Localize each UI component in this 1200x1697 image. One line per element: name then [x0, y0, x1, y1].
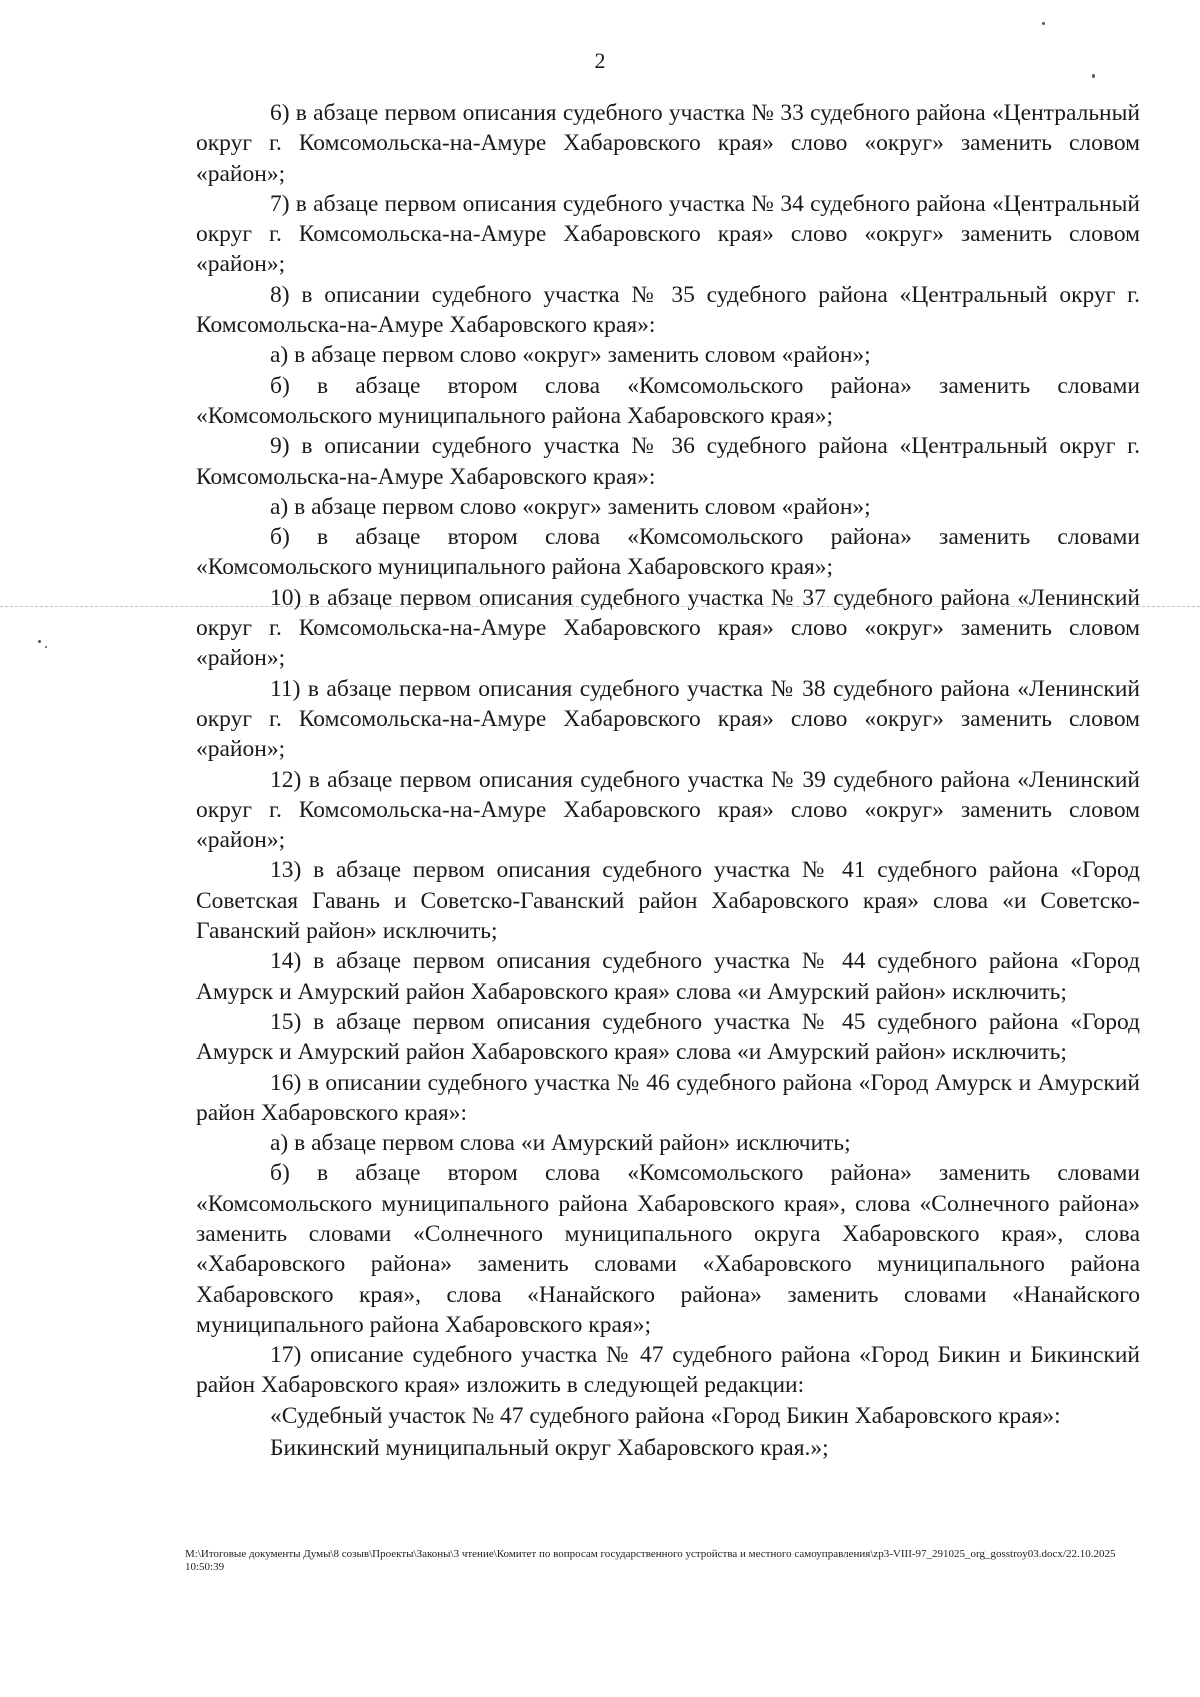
- paragraph: 14) в абзаце первом описания судебного участка № 44 судебного района «Город Амурск и Амурский район Хабаровского края» слова «и Амурский район» исключить;: [196, 948, 1140, 1005]
- paragraph: б) в абзаце втором слова «Комсомольского района» заменить словами «Комсомольского муниципального района Хабаровского края»;: [196, 524, 1140, 581]
- paragraph: 7) в абзаце первом описания судебного участка № 34 судебного района «Центральный округ г. Комсомольска-на-Амуре Хабаровского края» слово «округ» заменить словом «район»;: [196, 190, 1140, 278]
- document-body: [196, 98, 1140, 1463]
- paragraph: «Судебный участок № 47 судебного района «Город Бикин Хабаровского края»:: [270, 1402, 1061, 1429]
- paragraph: а) в абзаце первом слово «округ» заменить словом «район»;: [270, 342, 871, 369]
- paragraph: а) в абзаце первом слово «округ» заменить словом «район»;: [270, 493, 871, 520]
- paragraph: 15) в абзаце первом описания судебного участка № 45 судебного района «Город Амурск и Амурский район Хабаровского края» слова «и Амурский район» исключить;: [196, 1008, 1140, 1066]
- paragraph: а) в абзаце первом слова «и Амурский район» исключить;: [270, 1130, 851, 1157]
- paragraph: 11) в абзаце первом описания судебного участка № 38 судебного района «Ленинский округ г. Комсомольска-на-Амуре Хабаровского края» слово «округ» заменить словом «район»;: [196, 675, 1140, 763]
- paragraph: 16) в описании судебного участка № 46 судебного района «Город Амурск и Амурский район Хабаровского края»:: [196, 1069, 1140, 1126]
- paragraph: 9) в описании судебного участка № 36 судебного района «Центральный округ г. Комсомольска-на-Амуре Хабаровского края»:: [196, 433, 1140, 490]
- paragraph: 17) описание судебного участка № 47 судебного района «Город Бикин и Бикинский район Хабаровского края» изложить в следующей редакции:: [196, 1342, 1140, 1399]
- paragraph: 10) в абзаце первом описания судебного участка № 37 судебного района «Ленинский округ г. Комсомольска-на-Амуре Хабаровского края» слово «округ» заменить словом «район»;: [196, 584, 1140, 672]
- paragraph: 13) в абзаце первом описания судебного участка № 41 судебного района «Город Советская Гавань и Советско-Гаванский район Хабаровского края» слова «и Советско-Гаванский район» исключить;: [196, 857, 1140, 945]
- paragraph: 12) в абзаце первом описания судебного участка № 39 судебного района «Ленинский округ г. Комсомольска-на-Амуре Хабаровского края» слово «округ» заменить словом «район»;: [196, 766, 1140, 854]
- paragraph: Бикинский муниципальный округ Хабаровского края.»;: [270, 1435, 829, 1462]
- paragraph: б) в абзаце втором слова «Комсомольского района» заменить словами «Комсомольского муниципального района Хабаровского края»;: [196, 372, 1140, 429]
- scan-speck: [1092, 74, 1095, 78]
- file-path-footer: M:\Итоговые документы Думы\8 созыв\Проекты\Законы\3 чтение\Комитет по вопросам государственного устройства и местного самоуправления\zp3-VIII-97_291025_org_gosstroy03.docx/22.10.2025 10:50:39: [185, 1548, 1116, 1573]
- paragraph: 6) в абзаце первом описания судебного участка № 33 судебного района «Центральный округ г. Комсомольска-на-Амуре Хабаровского края» слово «округ» заменить словом «район»;: [196, 100, 1140, 187]
- scan-speck: [38, 640, 41, 643]
- page-number: 2: [594, 48, 606, 73]
- scan-speck: [1042, 22, 1045, 25]
- scan-speck: [45, 646, 47, 648]
- paragraph: 8) в описании судебного участка № 35 судебного района «Центральный округ г. Комсомольска-на-Амуре Хабаровского края»:: [196, 281, 1140, 339]
- paragraph: б) в абзаце втором слова «Комсомольского района» заменить словами «Комсомольского муниципального района Хабаровского края», слова «Солнечного района» заменить словами «Солнечного муниципального округа Хабаровского края», слова «Хабаровского района» заменить словами «Хабаровского муниципального района Хабаровского края», слова «Нанайского района» заменить словами «Нанайского муниципального района Хабаровского края»;: [196, 1160, 1140, 1338]
